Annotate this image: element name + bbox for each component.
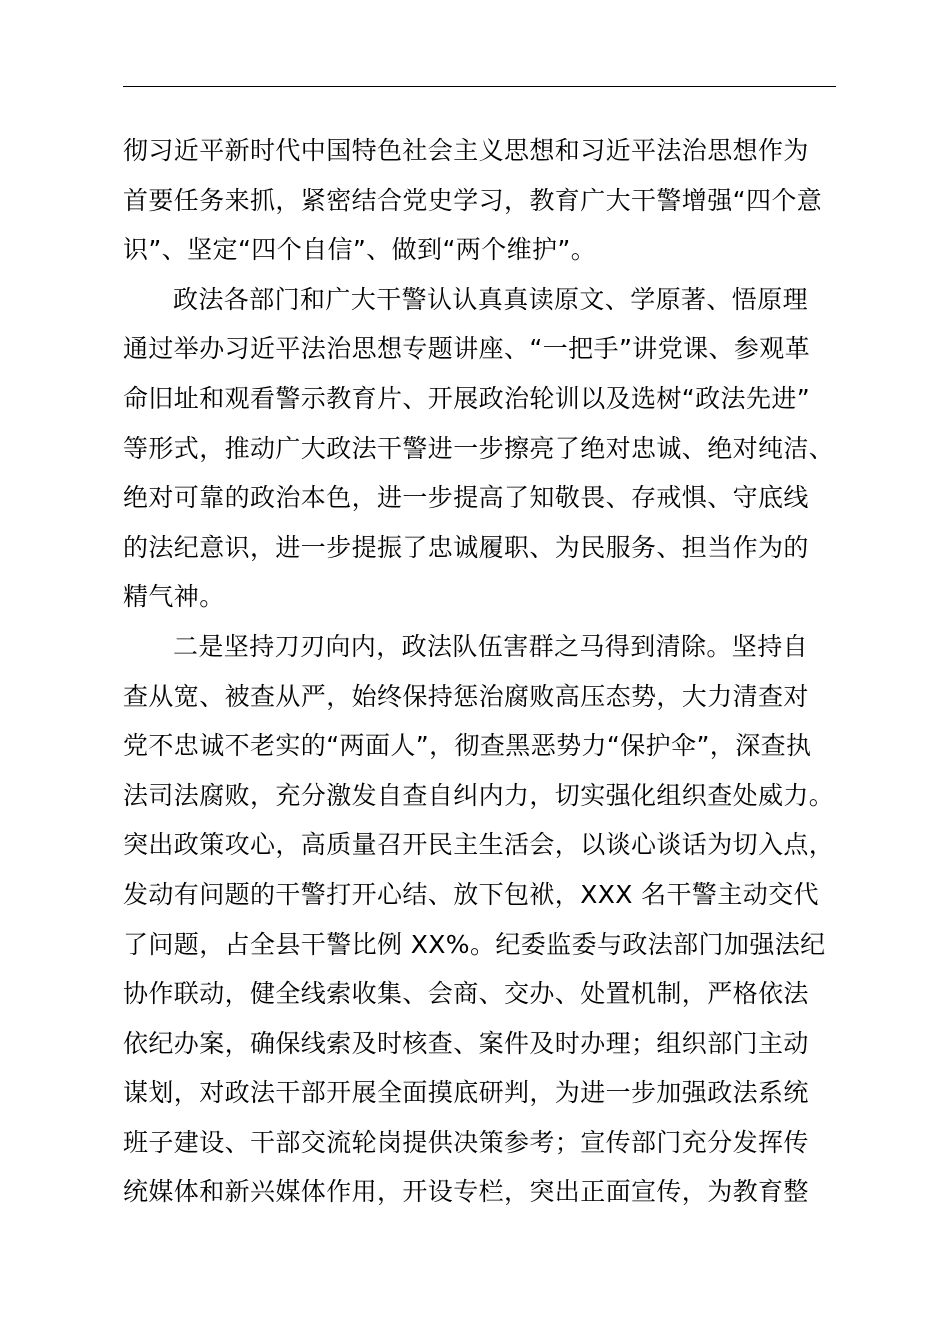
header-rule	[123, 86, 836, 87]
body-text	[123, 126, 883, 1217]
text-line: 二是坚持刀刃向内，政法队伍害群之马得到清除。坚持自	[173, 631, 809, 661]
text-line: 依纪办案，确保线索及时核查、案件及时办理；组织部门主动	[123, 1028, 809, 1058]
text-line: 等形式，推动广大政法干警进一步擦亮了绝对忠诚、绝对纯洁、	[123, 433, 835, 463]
text-line: 了问题，占全县干警比例 XX%。纪委监委与政法部门加强法纪	[123, 929, 826, 959]
text-line: 党不忠诚不老实的“两面人”，彻查黑恶势力“保护伞”，深查执	[123, 731, 812, 761]
text-line: 首要任务来抓，紧密结合党史学习，教育广大干警增强“四个意	[123, 185, 823, 215]
text-line: 绝对可靠的政治本色，进一步提高了知敬畏、存戒惧、守底线	[123, 483, 809, 513]
text-line: 突出政策攻心，高质量召开民主生活会，以谈心谈话为切入点，	[123, 830, 835, 860]
text-line: 谋划，对政法干部开展全面摸底研判，为进一步加强政法系统	[123, 1078, 809, 1108]
text-line: 的法纪意识，进一步提振了忠诚履职、为民服务、担当作为的	[123, 532, 809, 562]
text-line: 发动有问题的干警打开心结、放下包袱，XXX 名干警主动交代	[123, 879, 819, 909]
text-line: 查从宽、被查从严，始终保持惩治腐败高压态势，大力清查对	[123, 681, 809, 711]
text-line: 统媒体和新兴媒体作用，开设专栏，突出正面宣传，为教育整	[123, 1177, 809, 1207]
text-line: 精气神。	[123, 582, 225, 612]
text-line: 法司法腐败，充分激发自查自纠内力，切实强化组织查处威力。	[123, 780, 835, 810]
text-line: 班子建设、干部交流轮岗提供决策参考；宣传部门充分发挥传	[123, 1127, 809, 1157]
text-line: 政法各部门和广大干警认认真真读原文、学原著、悟原理	[173, 284, 809, 314]
text-line: 命旧址和观看警示教育片、开展政治轮训以及选树“政法先进”	[123, 383, 811, 413]
text-line: 彻习近平新时代中国特色社会主义思想和习近平法治思想作为	[123, 136, 809, 165]
text-line: 协作联动，健全线索收集、会商、交办、处置机制，严格依法	[123, 979, 809, 1009]
text-line: 识”、坚定“四个自信”、做到“两个维护”。	[123, 235, 597, 265]
text-line: 通过举办习近平法治思想专题讲座、“一把手”讲党课、参观革	[123, 334, 811, 364]
